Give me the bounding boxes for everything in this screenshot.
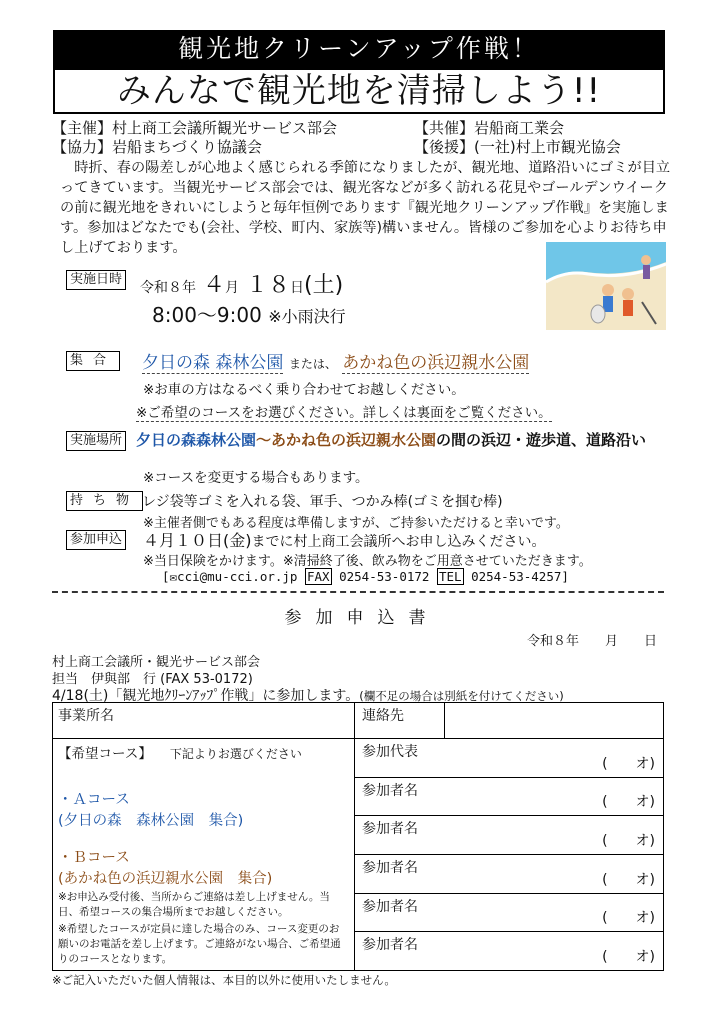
meeting-place-1: 夕日の森 森林公園 — [142, 353, 284, 373]
meeting-label: 集合 — [66, 351, 120, 371]
member-5-label: 参加者名 — [362, 937, 418, 954]
member-4-label-cell — [355, 893, 445, 932]
course-label: 【希望コース】 — [58, 746, 152, 762]
tel-number: 0254-53-4257] — [471, 569, 569, 584]
course-hint: 下記よりお選びください — [169, 747, 302, 761]
org-support: 【後援】(一社)村上市観光協会 — [414, 138, 621, 156]
meeting-places — [142, 348, 529, 373]
member-2-input[interactable] — [445, 816, 664, 855]
member-5-input[interactable] — [445, 932, 664, 971]
date-line — [140, 268, 343, 299]
org-cohost: 【共催】岩船商工業会 — [414, 119, 565, 137]
cut-line — [52, 591, 664, 593]
banner: 観光地クリーンアップ作戦！ — [53, 30, 665, 68]
date-month-unit: 月 — [225, 280, 240, 296]
meeting-or: または、 — [288, 357, 337, 371]
date-label: 実施日時 — [66, 270, 126, 290]
member-1-age: ( オ) — [602, 794, 655, 811]
form-statement-note: (欄不足の場合は別紙を付けてください) — [359, 689, 564, 703]
date-era: 令和８年 — [140, 280, 196, 296]
course-cell[interactable] — [53, 739, 355, 971]
meeting-place-2: あかね色の浜辺親水公園 — [342, 353, 530, 373]
company-cell[interactable] — [53, 703, 355, 739]
fax-label: FAX — [307, 569, 330, 584]
member-2-label: 参加者名 — [362, 821, 418, 838]
venue-place-1: 夕日の森森林公園 — [136, 431, 257, 449]
apply-note: ※当日保険をかけます。※清掃終了後、飲み物をご用意させていただきます。 — [143, 554, 592, 569]
venue-note: ※コースを変更する場合もあります。 — [143, 470, 369, 486]
contact-label-cell — [355, 703, 445, 739]
privacy-note: ※ご記入いただいた個人情報は、本目的以外に使用いたしません。 — [52, 973, 396, 987]
member-1-label-cell — [355, 777, 445, 816]
course-a[interactable]: ・Ａコース — [58, 792, 130, 808]
course-note-2: ※希望したコースが定員に達した場合のみ、コース変更のお願いのお電話を差し上げます。ご連絡がない場合、ご希望通りのコースとなります。 — [58, 923, 341, 965]
form-to-2: 担当 伊與部 行 (FAX 53-0172) — [52, 672, 253, 687]
member-4-age: ( オ) — [602, 910, 655, 927]
course-b-detail: (あかね色の浜辺親水公園 集合) — [58, 871, 273, 887]
items-note: ※主催者側でもある程度は準備しますが、ご持参いただけると幸いです。 — [143, 516, 569, 531]
member-3-label-cell — [355, 854, 445, 893]
intro-paragraph: 時折、春の陽差しが心地よく感じられる季節になりましたが、観光地、道路沿いにゴミが目立ってきています。当観光サービス部会では、観光客などが多く訪れる花見やゴールデンウイークの前に観光地をきれいにしようと毎年恒例であります『観光地クリーンアップ作戦』を実施します。参加はどなたでも(会社、学校、町内、家族等)構いません。皆様のご参加を心よりお待ち申し上げております。 — [60, 160, 671, 256]
venue-connector: 〜 — [256, 431, 272, 449]
member-1-label: 参加者名 — [362, 782, 418, 799]
cleanup-illustration — [546, 242, 666, 330]
member-4-label: 参加者名 — [362, 898, 418, 915]
rep-label: 参加代表 — [362, 744, 418, 760]
course-note-1: ※お申込み受付後、当所からご連絡は差し上げません。当日、希望コースの集合場所までお越しください。 — [58, 891, 330, 918]
time-line — [152, 299, 346, 328]
form-to-1: 村上商工会議所・観光サービス部会 — [52, 655, 261, 670]
apply-line — [143, 528, 546, 551]
rep-input[interactable] — [445, 739, 664, 778]
member-2-age: ( オ) — [602, 832, 655, 849]
member-3-label: 参加者名 — [362, 859, 418, 876]
venue-label: 実施場所 — [66, 431, 126, 451]
form-date: 令和８年 月 日 — [527, 634, 658, 649]
apply-deadline: ４月１０日(金) — [143, 531, 252, 550]
member-3-age: ( オ) — [602, 871, 655, 888]
date-weekday: (土) — [304, 273, 344, 298]
date-time: 8:00〜9:00 — [152, 303, 262, 327]
items-text: レジ袋等ゴミを入れる袋、軍手、つかみ棒(ゴミを掴む棒) — [142, 494, 503, 510]
form-statement: 4/18(土)「観光地ｸﾘｰﾝｱｯﾌﾟ作戦」に参加します。 — [52, 688, 360, 704]
date-day-unit: 日 — [290, 280, 305, 296]
venue-place-2: あかね色の浜辺親水公園 — [271, 431, 437, 449]
contact-label: 連絡先 — [362, 708, 404, 724]
member-1-input[interactable] — [445, 777, 664, 816]
application-form — [52, 702, 664, 971]
contact-email: [✉cci@mu-cci.or.jp — [162, 569, 298, 584]
date-day: １８ — [246, 273, 291, 298]
org-cooperation: 【協力】岩船まちづくり協議会 — [52, 138, 262, 156]
course-b[interactable]: ・Ｂコース — [58, 850, 130, 866]
contact-line — [162, 569, 569, 584]
apply-text: までに村上商工会議所へお申し込みください。 — [251, 534, 546, 550]
member-5-label-cell — [355, 932, 445, 971]
form-title: 参加申込書 — [284, 608, 440, 628]
contact-input[interactable] — [445, 703, 664, 739]
date-rain: ※小雨決行 — [268, 307, 346, 326]
meeting-note-1: ※お車の方はなるべく乗り合わせてお越しください。 — [143, 382, 465, 398]
member-4-input[interactable] — [445, 893, 664, 932]
tel-label: TEL — [438, 569, 462, 584]
rep-label-cell — [355, 739, 445, 778]
org-host: 【主催】村上商工会議所観光サービス部会 — [52, 119, 338, 137]
member-5-age: ( オ) — [602, 949, 655, 965]
apply-label: 参加申込 — [66, 530, 126, 550]
date-month: ４ — [203, 273, 226, 298]
venue-rest: の間の浜辺・遊歩道、道路沿い — [436, 431, 647, 449]
headline: みんなで観光地を清掃しよう!! — [53, 68, 665, 114]
member-2-label-cell — [355, 816, 445, 855]
venue-line — [136, 429, 646, 450]
course-a-detail: (夕日の森 森林公園 集合) — [58, 813, 244, 829]
member-3-input[interactable] — [445, 854, 664, 893]
items-label: 持ち物 — [66, 491, 143, 511]
fax-number: 0254-53-0172 — [339, 569, 430, 584]
rep-age: ( オ) — [602, 755, 655, 772]
meeting-note-2: ※ご希望のコースをお選びください。詳しくは裏面をご覧ください。 — [136, 401, 552, 422]
company-label: 事業所名 — [58, 708, 114, 724]
